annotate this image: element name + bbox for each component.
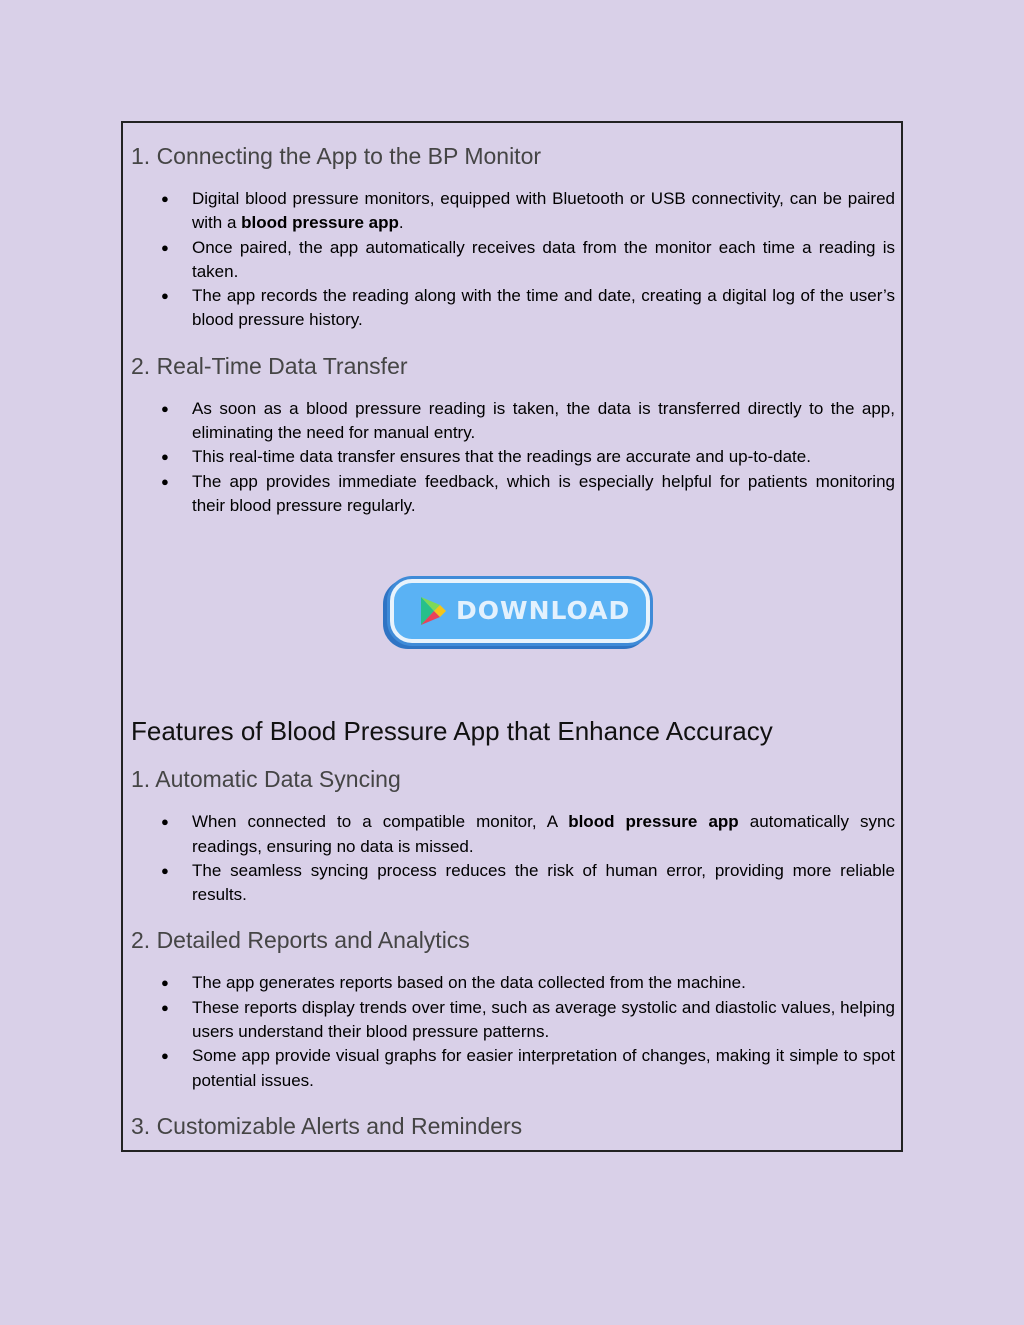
list-item: ● When connected to a compatible monitor, A blood pressure app automatically sync readings, ensuring no data is missed. [131,810,897,859]
bullet-list-realtime [131,397,897,518]
download-label: DOWNLOAD [456,596,631,626]
section-heading-connecting: 1. Connecting the App to the BP Monitor [131,143,542,169]
features-title: Features of Blood Pressure App that Enhance Accuracy [131,716,773,747]
list-item: ● The app generates reports based on the data collected from the machine. [131,971,897,995]
content-frame [121,121,903,1152]
list-item: ● The app records the reading along with the time and date, creating a digital log of the user’s blood pressure history. [131,284,897,333]
list-item: ● Once paired, the app automatically receives data from the monitor each time a reading is taken. [131,236,897,285]
section-heading-alerts: 3. Customizable Alerts and Reminders [131,1112,523,1139]
list-item: ● Digital blood pressure monitors, equipped with Bluetooth or USB connectivity, can be paired with a blood pressure app. [131,187,897,236]
list-item: ● Some app provide visual graphs for easier interpretation of changes, making it simple to spot potential issues. [131,1044,897,1093]
list-item: ● The seamless syncing process reduces the risk of human error, providing more reliable results. [131,859,897,908]
google-play-icon [419,596,447,626]
download-button[interactable] [390,579,650,643]
bullet-list-connecting [131,187,897,333]
list-item: ● These reports display trends over time, such as average systolic and diastolic values, helping users understand their blood pressure patterns. [131,996,897,1045]
list-item: ● The app provides immediate feedback, which is especially helpful for patients monitoring their blood pressure regularly. [131,470,897,519]
bullet-list-reports [131,971,897,1092]
list-item: ● As soon as a blood pressure reading is taken, the data is transferred directly to the app, eliminating the need for manual entry. [131,397,897,446]
list-item: ● This real-time data transfer ensures that the readings are accurate and up-to-date. [131,445,897,469]
download-area [131,536,897,714]
bold-keyword: blood pressure app [568,812,739,832]
section-heading-syncing: 1. Automatic Data Syncing [131,766,401,793]
bullet-list-syncing [131,810,897,907]
document-content [131,141,897,1141]
bold-keyword: blood pressure app [241,213,399,233]
section-heading-reports: 2. Detailed Reports and Analytics [131,927,470,954]
section-heading-realtime: 2. Real-Time Data Transfer [131,352,408,379]
